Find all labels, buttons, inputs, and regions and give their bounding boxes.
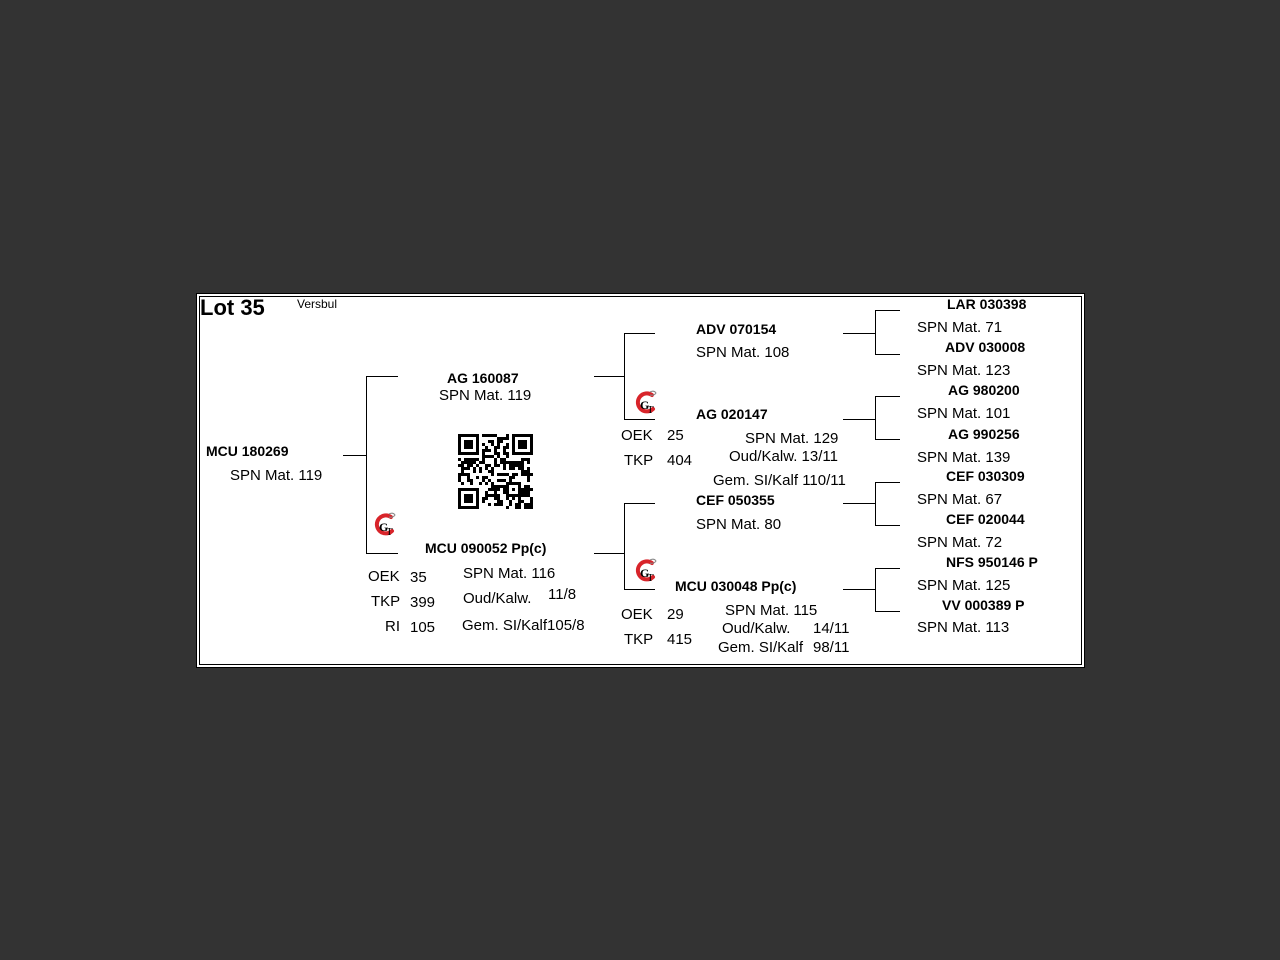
dam-spn: SPN Mat. 116 (463, 565, 556, 582)
pedigree-card (196, 293, 1085, 668)
gen3-spn: SPN Mat. 67 (917, 491, 1003, 508)
connector-line (875, 439, 900, 440)
connector-line (875, 525, 900, 526)
gen3-id: ADV 030008 (945, 339, 1026, 355)
dam-ri-label: RI (385, 618, 400, 635)
qr-code[interactable] (458, 434, 533, 509)
dam-tkp-label: TKP (371, 593, 401, 610)
connector-line (875, 310, 900, 311)
dam-oek-label: OEK (368, 568, 400, 585)
sd-spn: SPN Mat. 129 (745, 430, 839, 447)
gen3-spn: SPN Mat. 101 (917, 405, 1011, 422)
connector-line (624, 333, 625, 419)
connector-line (875, 396, 876, 439)
connector-line (875, 310, 876, 354)
lot-tag: Versbul (297, 297, 338, 311)
connector-line (875, 396, 900, 397)
connector-line (843, 333, 875, 334)
svg-text:T: T (647, 572, 654, 584)
dd-tkp-value: 415 (667, 631, 693, 648)
connector-line (624, 589, 655, 590)
sd-id: AG 020147 (696, 406, 768, 422)
gen3-id: NFS 950146 P (946, 554, 1038, 570)
gen3-spn: SPN Mat. 71 (917, 319, 1003, 336)
connector-line (624, 333, 655, 334)
connector-line (343, 455, 366, 456)
sd-oek-label: OEK (621, 427, 653, 444)
gen3-spn: SPN Mat. 123 (917, 362, 1011, 379)
gen3-spn: SPN Mat. 113 (917, 619, 1010, 636)
connector-line (843, 419, 875, 420)
dam-oek-value: 35 (410, 569, 427, 586)
gen3-id: CEF 020044 (946, 511, 1025, 527)
connector-line (875, 611, 900, 612)
sire-id: AG 160087 (447, 370, 519, 386)
connector-line (594, 376, 624, 377)
gen3-id: AG 980200 (948, 382, 1020, 398)
sd-gem: Gem. SI/Kalf 110/11 (713, 472, 846, 489)
gen3-id: CEF 030309 (946, 468, 1025, 484)
animal-id: MCU 180269 (206, 443, 289, 459)
sire-spn: SPN Mat. 119 (439, 387, 532, 404)
gen3-id: AG 990256 (948, 426, 1020, 442)
connector-line (624, 503, 655, 504)
connector-line (875, 482, 876, 525)
dd-spn: SPN Mat. 115 (725, 602, 818, 619)
dd-tkp-label: TKP (624, 631, 654, 648)
ss-spn: SPN Mat. 108 (696, 344, 790, 361)
dam-tkp-value: 399 (410, 594, 436, 611)
connector-line (366, 553, 398, 554)
connector-line (624, 419, 655, 420)
connector-line (624, 503, 625, 590)
dd-oud-value: 14/11 (813, 620, 850, 637)
svg-text:G: G (640, 398, 650, 412)
gt-logo (632, 557, 660, 585)
gen3-spn: SPN Mat. 125 (917, 577, 1011, 594)
connector-line (843, 589, 875, 590)
sd-tkp-label: TKP (624, 452, 654, 469)
connector-line (366, 376, 398, 377)
connector-line (594, 553, 624, 554)
dd-gem-label: Gem. SI/Kalf (718, 639, 804, 656)
connector-line (875, 568, 900, 569)
dam-oud-value: 11/8 (548, 586, 577, 603)
connector-line (875, 354, 900, 355)
gt-logo (632, 389, 660, 417)
svg-text:G: G (640, 566, 650, 580)
dam-id: MCU 090052 Pp(c) (425, 540, 547, 556)
sd-oek-value: 25 (667, 427, 684, 444)
lot-title: Lot 35 (200, 295, 265, 320)
gen3-spn: SPN Mat. 72 (917, 534, 1003, 551)
ss-id: ADV 070154 (696, 321, 777, 337)
connector-line (843, 503, 875, 504)
dam-ri-value: 105 (410, 619, 436, 636)
svg-text:T: T (647, 404, 654, 416)
sd-oud: Oud/Kalw. 13/11 (729, 448, 838, 465)
dam-oud-label: Oud/Kalw. (463, 590, 532, 607)
connector-line (366, 376, 367, 554)
animal-spn: SPN Mat. 119 (230, 467, 323, 484)
gen3-id: VV 000389 P (942, 597, 1025, 613)
dd-oek-value: 29 (667, 606, 684, 623)
gen3-id: LAR 030398 (947, 296, 1027, 312)
dd-gem-value: 98/11 (813, 639, 850, 656)
connector-line (875, 482, 900, 483)
dd-oek-label: OEK (621, 606, 653, 623)
dd-id: MCU 030048 Pp(c) (675, 578, 797, 594)
svg-text:G: G (379, 520, 389, 534)
connector-line (875, 568, 876, 611)
ds-spn: SPN Mat. 80 (696, 516, 782, 533)
dd-oud-label: Oud/Kalw. (722, 620, 791, 637)
ds-id: CEF 050355 (696, 492, 775, 508)
sd-tkp-value: 404 (667, 452, 693, 469)
svg-text:T: T (386, 526, 393, 538)
gt-logo (371, 511, 399, 539)
dam-gem: Gem. SI/Kalf105/8 (462, 617, 585, 634)
gen3-spn: SPN Mat. 139 (917, 449, 1011, 466)
